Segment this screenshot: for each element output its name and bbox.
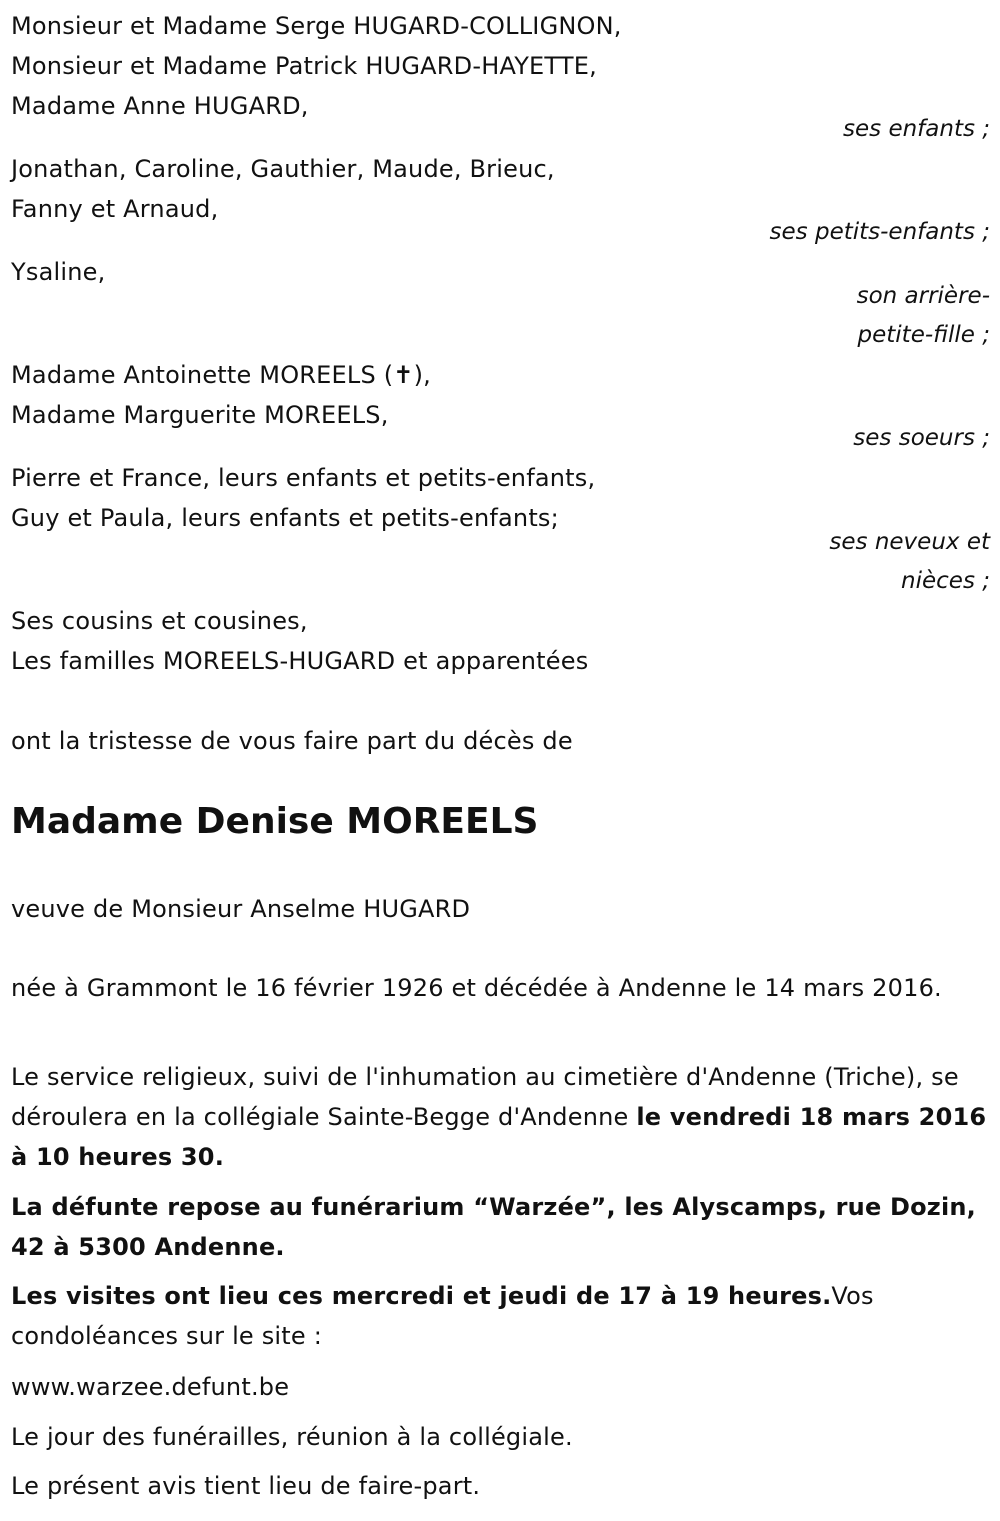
service-date: le vendredi 18 mars 2016 à 10 heures 30. [11, 1103, 987, 1171]
condolences-text: Vos condoléances sur le site : [11, 1282, 874, 1350]
sisters-role: ses soeurs ; [853, 425, 990, 451]
child-line-2: Monsieur et Madame Patrick HUGARD-HAYETTE, [11, 52, 597, 80]
nephews-role-2: nièces ; [901, 568, 990, 594]
child-line-1: Monsieur et Madame Serge HUGARD-COLLIGNON, [11, 12, 622, 40]
cousins-line-1: Ses cousins et cousines, [11, 607, 308, 635]
great-grandchild-role-2: petite-fille ; [857, 322, 990, 348]
service-paragraph [11, 1057, 991, 1177]
notice-text: Le présent avis tient lieu de faire-part. [11, 1472, 481, 1500]
widow-of-text: veuve de Monsieur Anselme HUGARD [11, 895, 471, 923]
nephews-role-1: ses neveux et [829, 529, 990, 555]
visits-paragraph [11, 1276, 991, 1356]
grandchildren-role: ses petits-enfants ; [769, 219, 990, 245]
great-grandchild-line: Ysaline, [11, 258, 106, 286]
nephews-line-2: Guy et Paula, leurs enfants et petits-enfants; [11, 504, 559, 532]
nephews-line-1: Pierre et France, leurs enfants et petits-enfants, [11, 464, 596, 492]
meeting-text: Le jour des funérailles, réunion à la collégiale. [11, 1423, 573, 1451]
service-text: Le service religieux, suivi de l'inhumation au cimetière d'Andenne (Triche), se déroulera en la collégiale Sainte-Begge d'Andenne [11, 1063, 959, 1131]
grandchildren-line-2: Fanny et Arnaud, [11, 195, 219, 223]
repose-text: La défunte repose au funérarium “Warzée”, les Alyscamps, rue Dozin, 42 à 5300 Andenne. [11, 1193, 976, 1261]
great-grandchild-role-1: son arrière- [856, 283, 990, 309]
children-role: ses enfants ; [843, 116, 990, 142]
sister-line-2: Madame Marguerite MOREELS, [11, 401, 389, 429]
grandchildren-line-1: Jonathan, Caroline, Gauthier, Maude, Brieuc, [11, 155, 555, 183]
announcement-text: ont la tristesse de vous faire part du décès de [11, 727, 573, 755]
deceased-name: Madame Denise MOREELS [11, 801, 539, 842]
birth-death-text: née à Grammont le 16 février 1926 et décédée à Andenne le 14 mars 2016. [11, 974, 942, 1002]
website-link[interactable]: www.warzee.defunt.be [11, 1373, 290, 1401]
child-line-3: Madame Anne HUGARD, [11, 92, 309, 120]
cousins-line-2: Les familles MOREELS-HUGARD et apparentées [11, 647, 589, 675]
visits-bold: Les visites ont lieu ces mercredi et jeudi de 17 à 19 heures. [11, 1282, 832, 1310]
sister-line-1: Madame Antoinette MOREELS (✝), [11, 361, 432, 389]
